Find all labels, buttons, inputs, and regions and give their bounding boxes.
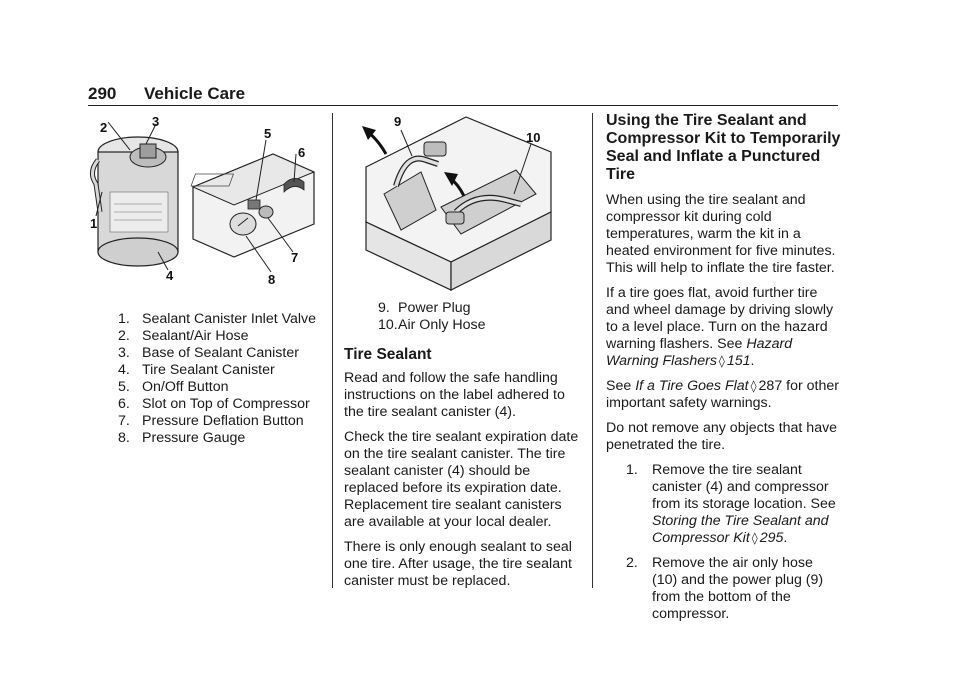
legend-item: 7. Pressure Deflation Button <box>118 413 304 429</box>
figure1-legend <box>118 311 328 447</box>
callout-10: 10 <box>526 130 541 145</box>
page-header <box>88 84 838 104</box>
compressor-bottom-illustration <box>346 112 586 297</box>
callout-4: 4 <box>166 268 174 283</box>
section-title: Vehicle Care <box>144 84 246 103</box>
step-item: 2. Remove the air only hose (10) and the power plug (9) from the bottom of the compressor. <box>626 555 824 622</box>
paragraph: There is only enough sealant to seal one tire. After usage, the tire sealant canister must be replaced. <box>344 539 572 589</box>
xref-page[interactable]: 151 <box>726 353 751 369</box>
using-kit-heading: Using the Tire Sealant and Compressor Kit to Temporarily Seal and Inflate a Punctured Tire <box>606 112 841 183</box>
page-number: 290 <box>88 84 117 103</box>
paragraph: Check the tire sealant expiration date on the tire sealant canister. The tire sealant canister (4) should be replaced before its expiration date. Replacement tire sealant canisters are available at your local dealer. <box>344 429 579 530</box>
legend-item: 3. Base of Sealant Canister <box>118 345 299 361</box>
legend-item: 8. Pressure Gauge <box>118 430 246 446</box>
paragraph: Read and follow the safe handling instructions on the label adhered to the tire sealant canister (4). <box>344 370 565 420</box>
xref-page[interactable]: 287 <box>758 378 783 394</box>
legend-item: 2. Sealant/Air Hose <box>118 328 249 344</box>
callout-6: 6 <box>298 145 306 160</box>
tire-sealant-heading: Tire Sealant <box>344 346 432 363</box>
paragraph: If a tire goes flat, avoid further tire and wheel damage by driving slowly to a level place. Turn on the hazard warning flashers. See Hazard Warning Flashers ◊ 151. <box>606 285 834 369</box>
callout-5: 5 <box>264 126 272 141</box>
sealant-compressor-illustration <box>88 112 324 292</box>
step-item: 1. Remove the tire sealant canister (4) and compressor from its storage location. See Storing the Tire Sealant and Compressor Kit ◊ 295. <box>626 462 836 546</box>
step-list <box>606 462 842 623</box>
callout-3: 3 <box>152 114 160 129</box>
xref-link[interactable]: Hazard Warning Flashers <box>606 336 793 369</box>
legend-item: 10. Air Only Hose <box>378 317 486 333</box>
column-3 <box>606 112 842 631</box>
paragraph: Do not remove any objects that have penetrated the tire. <box>606 420 838 453</box>
column-divider-1 <box>332 113 333 588</box>
legend-item: 4. Tire Sealant Canister <box>118 362 275 378</box>
legend-item: 1. Sealant Canister Inlet Valve <box>118 311 317 327</box>
callout-9: 9 <box>394 114 402 129</box>
xref-icon: ◊ <box>718 354 725 368</box>
column-divider-2 <box>592 113 593 588</box>
callout-2: 2 <box>100 120 108 135</box>
legend-item: 9. Power Plug <box>378 300 471 316</box>
paragraph: When using the tire sealant and compressor kit during cold temperatures, warm the kit in a heated environment for five minutes. This will help to inflate the tire faster. <box>606 192 836 276</box>
xref-link[interactable]: If a Tire Goes Flat <box>635 378 749 394</box>
header-divider <box>88 105 838 106</box>
callout-1: 1 <box>90 216 98 231</box>
xref-page[interactable]: 295 <box>759 530 784 546</box>
callout-8: 8 <box>268 272 276 287</box>
legend-item: 6. Slot on Top of Compressor <box>118 396 310 412</box>
callout-7: 7 <box>291 250 299 265</box>
xref-icon: ◊ <box>750 379 757 393</box>
legend-item: 5. On/Off Button <box>118 379 229 395</box>
xref-link[interactable]: Storing the Tire Sealant and Compressor Kit <box>652 513 829 546</box>
paragraph: See If a Tire Goes Flat ◊ 287 for other important safety warnings. <box>606 378 839 411</box>
xref-icon: ◊ <box>751 531 758 545</box>
column-2 <box>344 300 580 598</box>
